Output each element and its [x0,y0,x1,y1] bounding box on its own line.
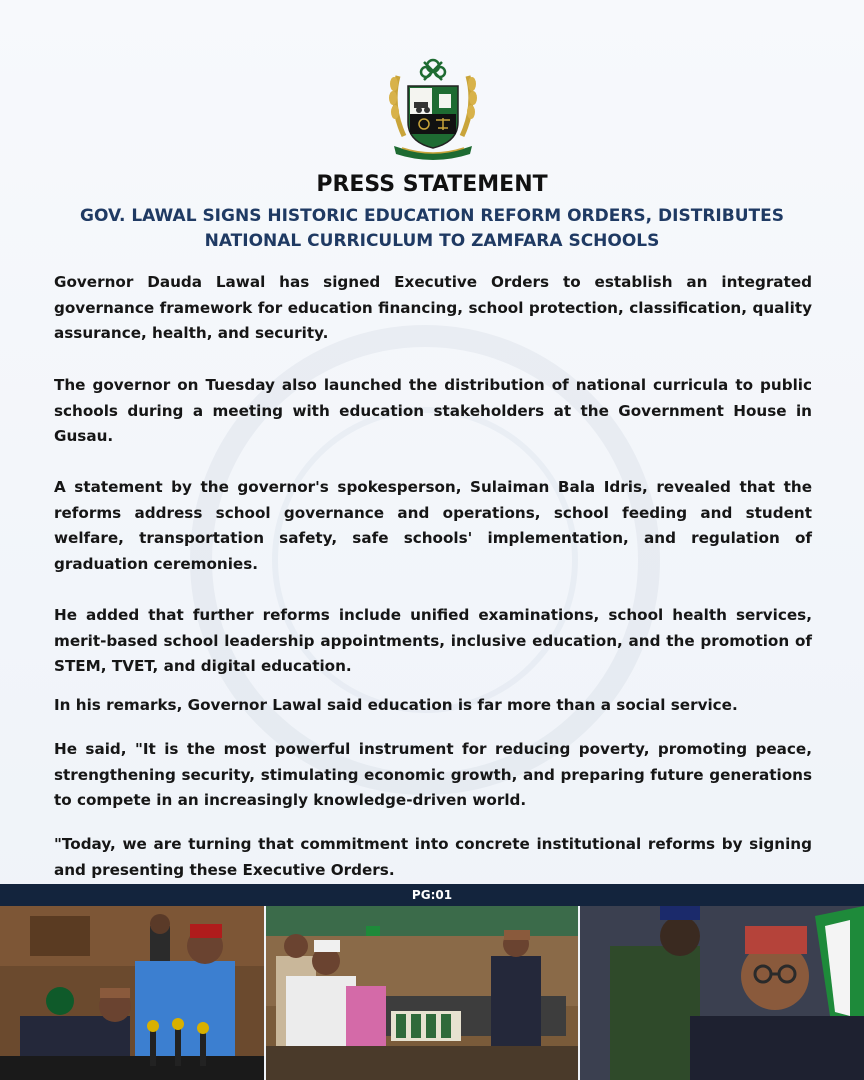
body-paragraph: In his remarks, Governor Lawal said education is far more than a social service. [54,696,738,714]
curriculum-distribution-photo [266,906,578,1080]
page-number-bar [0,884,864,906]
body-paragraph: "Today, we are turning that commitment into concrete institutional reforms by signing and presenting these Executive Orders. [54,835,812,879]
body-paragraph: He added that further reforms include unified examinations, school health services, merit-based school leadership appointments, inclusive education, and the promotion of STEM, TVET, and digital education. [54,606,812,675]
photo-strip [0,906,864,1080]
subtitle-line: GOV. LAWAL SIGNS HISTORIC EDUCATION REFORM ORDERS, DISTRIBUTES [80,206,784,226]
subtitle-line: NATIONAL CURRICULUM TO ZAMFARA SCHOOLS [204,231,660,251]
body-paragraph: The governor on Tuesday also launched the distribution of national curricula to public schools during a meeting with education stakeholders at the Government House in Gusau. [54,376,812,445]
body-paragraph: A statement by the governor's spokesperson, Sulaiman Bala Idris, revealed that the reforms address school governance and operations, school feeding and student welfare, transportation safety, safe schools' implementation, and regulation of graduation ceremonies. [54,478,812,573]
body-paragraph: He said, "It is the most powerful instrument for reducing poverty, promoting peace, strengthening security, stimulating economic growth, and preparing future generations to compete in an increasingly knowledge-driven world. [54,740,812,809]
page-number: PG:01 [411,888,453,902]
document-title: PRESS STATEMENT [316,172,548,197]
signing-ceremony-photo [0,906,264,1080]
governor-portrait-photo [580,906,864,1080]
document-subtitle [40,204,824,254]
zamfara-coat-of-arms-icon [384,56,482,162]
body-paragraph: Governor Dauda Lawal has signed Executive Orders to establish an integrated governance framework for education financing, school protection, classification, quality assurance, health, and security. [54,273,812,342]
